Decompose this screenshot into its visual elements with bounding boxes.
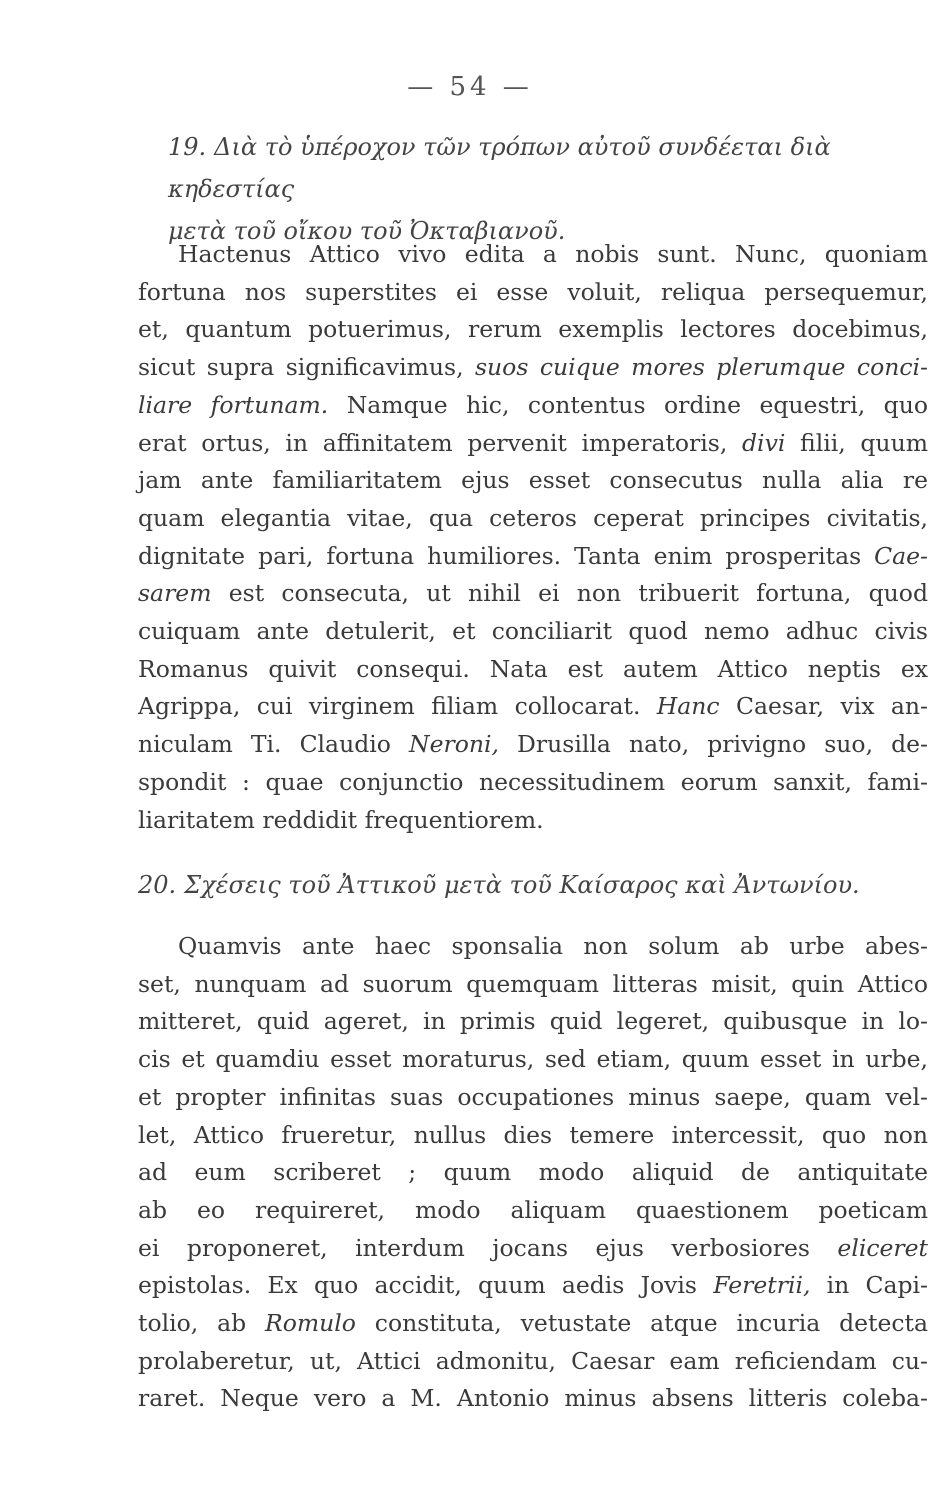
text-line: [138, 1230, 928, 1268]
text-segment: niculam Ti. Claudio: [138, 730, 409, 759]
text-segment: Namque hic, contentus ordine equestri, quo: [328, 390, 928, 419]
italic-word: Hanc: [656, 692, 720, 721]
text-line: [138, 575, 928, 613]
section-title-line-2: μετὰ τοῦ οἴκου τοῦ Ὀκταβιανοῦ.: [168, 217, 566, 245]
text-segment: Caesar, vix an-: [719, 692, 928, 721]
text-segment: constituta, vetustate atque incuria detecta: [355, 1309, 928, 1338]
section-title-line-1: Διὰ τὸ ὑπέροχον τῶν τρόπων αὐτοῦ συνδέεται διὰ κηδεστίας: [168, 133, 831, 203]
text-line: Hactenus Attico vivo edita a nobis sunt. Nunc, quoniam: [178, 240, 928, 268]
paragraph-2: [138, 928, 928, 1418]
italic-word: Romulo: [265, 1309, 356, 1338]
text-segment: dignitate pari, fortuna humiliores. Tanta enim prosperitas: [138, 541, 875, 570]
text-line: let, Attico frueretur, nullus dies temere intercessit, quo non: [138, 1120, 928, 1149]
text-segment: sicut supra significavimus,: [138, 353, 464, 382]
text-segment: in Capi-: [810, 1271, 928, 1300]
text-segment: ei proponeret, interdum jocans ejus verbosiores: [138, 1233, 838, 1262]
text-line: [138, 538, 928, 576]
text-segment: filii, quum: [785, 428, 928, 457]
text-line: [138, 1267, 928, 1305]
text-line: raret. Neque vero a M. Antonio minus absens litteris coleba-: [138, 1384, 928, 1413]
text-line: et propter infinitas suas occupationes minus saepe, quam vel-: [138, 1082, 928, 1111]
italic-word: Cae-: [874, 541, 928, 570]
section-heading-20: [138, 864, 928, 906]
text-line: prolaberetur, ut, Attici admonitu, Caesar eam reficiendam cu-: [138, 1346, 928, 1375]
section-title: Σχέσεις τοῦ Ἀττικοῦ μετὰ τοῦ Καίσαρος καὶ Ἀντωνίου.: [184, 871, 860, 899]
text-line: Quamvis ante haec sponsalia non solum ab urbe abes-: [178, 932, 928, 960]
italic-phrase: liare fortunam.: [138, 390, 329, 419]
text-segment: est consecuta, ut nihil ei non tribuerit fortuna, quod: [211, 579, 928, 608]
text-segment: epistolas. Ex quo accidit, quum aedis Jovis: [138, 1271, 714, 1300]
text-segment: Agrippa, cui virginem filiam collocarat.: [138, 692, 657, 721]
text-line: [138, 1305, 928, 1343]
italic-word: divi: [742, 428, 786, 457]
text-line: [138, 726, 928, 764]
text-line: ad eum scriberet ; quum modo aliquid de antiquitate: [138, 1158, 928, 1187]
section-number: 19.: [168, 133, 207, 161]
italic-word: Neroni,: [409, 730, 499, 759]
italic-word: eliceret: [837, 1233, 928, 1262]
text-line: [138, 425, 928, 463]
text-segment: erat ortus, in affinitatem pervenit imperatoris,: [138, 428, 743, 457]
text-line: set, nunquam ad suorum quemquam litteras misit, quin Attico: [138, 969, 928, 998]
text-line: et, quantum potuerimus, rerum exemplis lectores docebimus,: [138, 315, 928, 344]
text-line: liaritatem reddidit frequentiorem.: [138, 805, 544, 834]
text-segment: Drusilla nato, privigno suo, de-: [498, 730, 929, 759]
text-line: [138, 387, 928, 425]
text-line: quam elegantia vitae, qua ceteros ceperat principes civitatis,: [138, 503, 928, 532]
text-line: spondit : quae conjunctio necessitudinem eorum sanxit, fami-: [138, 767, 928, 796]
text-line: Romanus quivit consequi. Nata est autem Attico neptis ex: [138, 654, 928, 683]
text-line: cuiquam ante detulerit, et conciliarit quod nemo adhuc civis: [138, 617, 928, 646]
text-line: ab eo requireret, modo aliquam quaestionem poeticam: [138, 1195, 928, 1224]
italic-word: Feretrii,: [713, 1271, 811, 1300]
section-heading-19: [138, 126, 928, 252]
paragraph-1: [138, 236, 928, 839]
section-number: 20.: [138, 871, 177, 899]
page-number: — 54 —: [407, 72, 533, 102]
text-segment: tolio, ab: [138, 1309, 266, 1338]
text-line: fortuna nos superstites ei esse voluit, reliqua persequemur,: [138, 277, 928, 306]
text-line: jam ante familiaritatem ejus esset consecutus nulla alia re: [138, 466, 928, 495]
text-line: mitteret, quid ageret, in primis quid legeret, quibusque in lo-: [138, 1007, 928, 1036]
italic-word: sarem: [138, 579, 212, 608]
text-line: [138, 349, 928, 387]
italic-phrase: suos cuique mores plerumque conci-: [463, 353, 928, 382]
text-line: cis et quamdiu esset moraturus, sed etiam, quum esset in urbe,: [138, 1045, 928, 1074]
text-line: [138, 688, 928, 726]
